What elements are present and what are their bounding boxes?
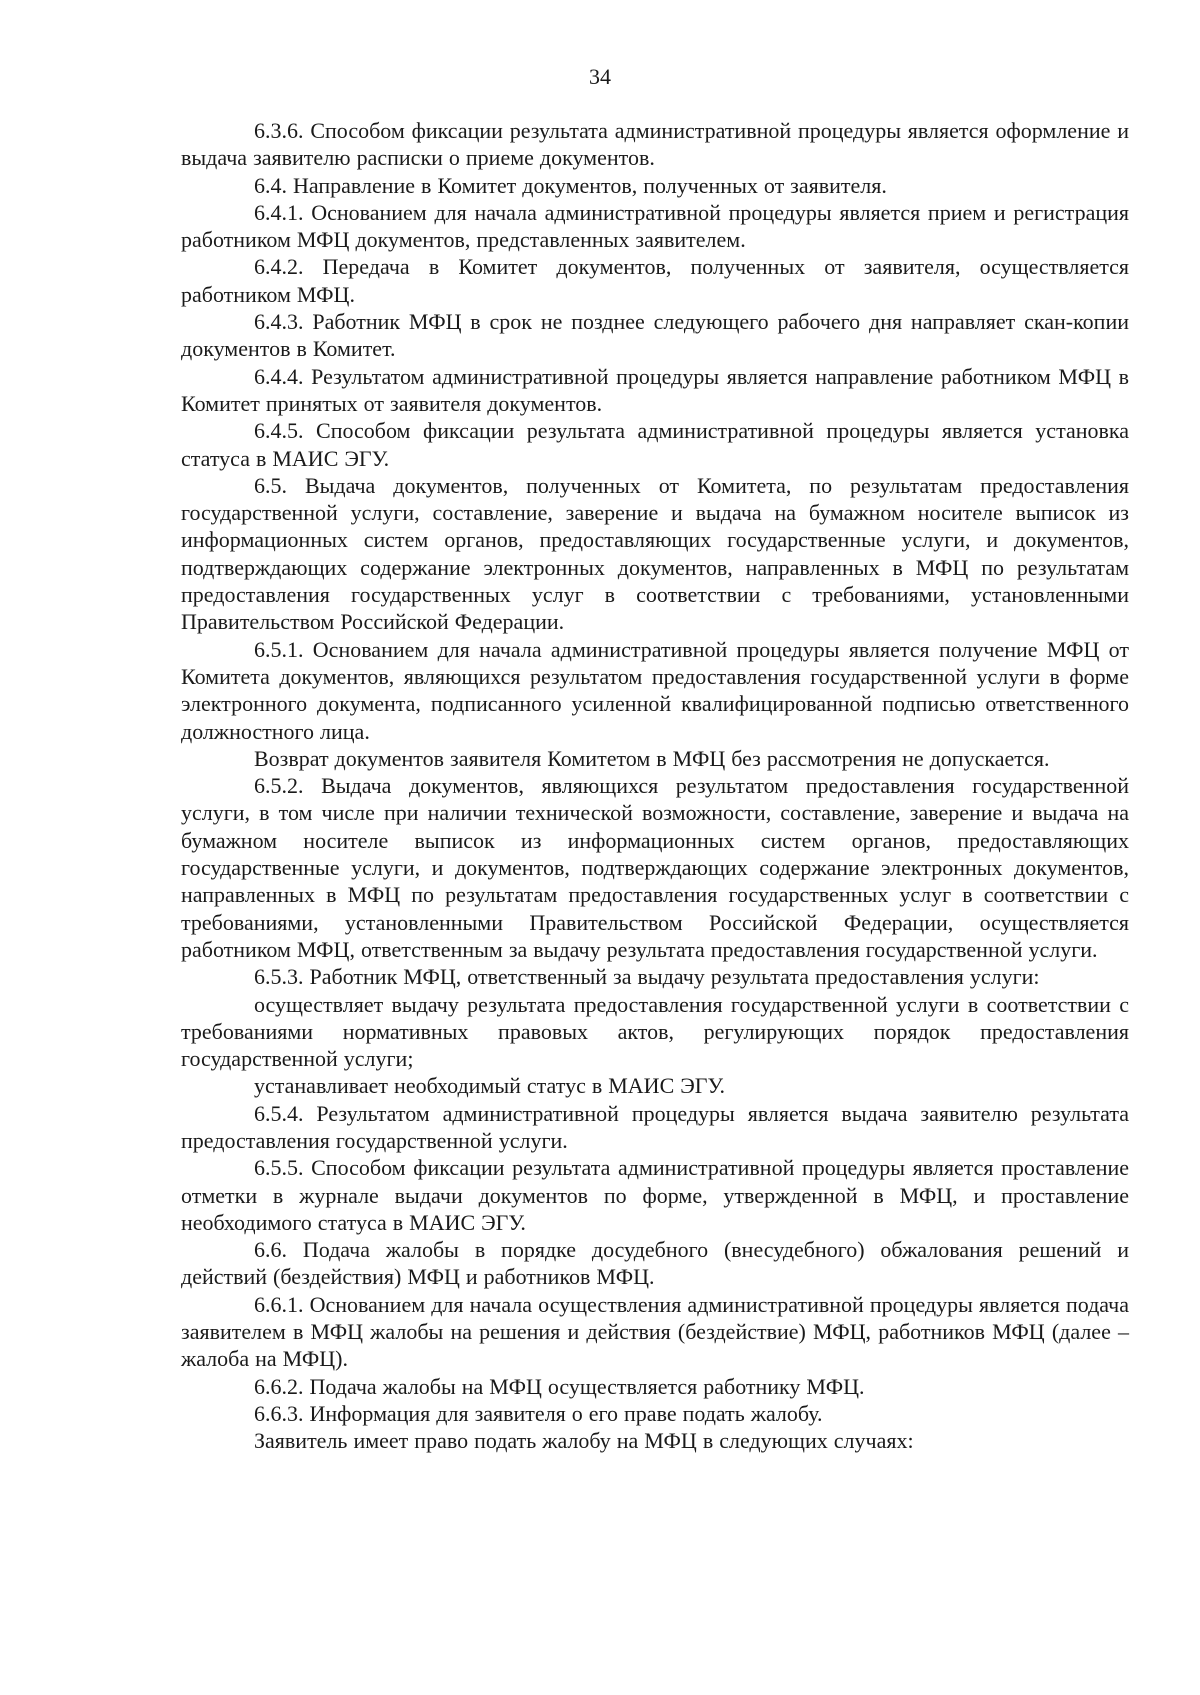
- paragraph-6-6-1: 6.6.1. Основанием для начала осуществления административной процедуры является подача заявителем в МФЦ жалобы на решения и действия (бездействие) МФЦ, работников МФЦ (далее – жалоба на МФЦ).: [181, 1291, 1129, 1372]
- document-body: [181, 117, 1129, 1455]
- paragraph-6-5: 6.5. Выдача документов, полученных от Комитета, по результатам предоставления государственной услуги, составление, заверение и выдача на бумажном носителе выписок из информационных систем органов, предоставляющих государственные услуги, и документов, подтверждающих содержание электронных документов, направленных в МФЦ по результатам предоставления государственных услуг в соответствии с требованиями, установленными Правительством Российской Федерации.: [181, 472, 1129, 635]
- paragraph-6-5-5: 6.5.5. Способом фиксации результата административной процедуры является проставление отметки в журнале выдачи документов по форме, утвержденной в МФЦ, и проставление необходимого статуса в МАИС ЭГУ.: [181, 1155, 1129, 1235]
- paragraph-6-4: 6.4. Направление в Комитет документов, полученных от заявителя.: [254, 172, 887, 198]
- paragraph-6-5-3: 6.5.3. Работник МФЦ, ответственный за выдачу результата предоставления услуги:: [254, 964, 1040, 990]
- paragraph-6-5-4: 6.5.4. Результатом административной процедуры является выдача заявителю результата предоставления государственной услуги.: [181, 1100, 1129, 1153]
- paragraph-6-6: 6.6. Подача жалобы в порядке досудебного (внесудебного) обжалования решений и действий (бездействия) МФЦ и работников МФЦ.: [181, 1237, 1129, 1290]
- paragraph-6-4-3: 6.4.3. Работник МФЦ в срок не позднее следующего рабочего дня направляет скан-копии документов в Комитет.: [181, 309, 1129, 362]
- page-number: 34: [589, 64, 611, 89]
- paragraph-6-4-1: 6.4.1. Основанием для начала административной процедуры является прием и регистрация работником МФЦ документов, представленных заявителем.: [181, 199, 1129, 253]
- paragraph-6-3-6: 6.3.6. Способом фиксации результата административной процедуры является оформление и выдача заявителю расписки о приеме документов.: [181, 118, 1129, 171]
- paragraph-6-5-1: 6.5.1. Основанием для начала административной процедуры является получение МФЦ от Комитета документов, являющихся результатом предоставления государственной услуги в форме электронного документа, подписанного усиленной квалифицированной подписью ответственного должностного лица.: [181, 636, 1129, 744]
- paragraph-6-6-3: 6.6.3. Информация для заявителя о его праве подать жалобу.: [254, 1400, 823, 1426]
- paragraph-6-4-4: 6.4.4. Результатом административной процедуры является направление работником МФЦ в Комитет принятых от заявителя документов.: [181, 363, 1129, 416]
- paragraph-6-4-5: 6.4.5. Способом фиксации результата административной процедуры является установка статуса в МАИС ЭГУ.: [181, 418, 1129, 471]
- paragraph-complaint-cases: Заявитель имеет право подать жалобу на МФЦ в следующих случаях:: [254, 1428, 914, 1454]
- paragraph-6-5-3-item-1: осуществляет выдачу результата предоставления государственной услуги в соответствии с требованиями нормативных правовых актов, регулирующих порядок предоставления государственной услуги;: [181, 991, 1129, 1072]
- paragraph-6-5-2: 6.5.2. Выдача документов, являющихся результатом предоставления государственной услуги, в том числе при наличии технической возможности, составление, заверение и выдача на бумажном носителе выписок из информационных систем органов, предоставляющих государственные услуги, и документов, подтверждающих содержание электронных документов, направленных в МФЦ по результатам предоставления государственных услуг в соответствии с требованиями, установленными Правительством Российской Федерации, осуществляется работником МФЦ, ответственным за выдачу результата предоставления государственной услуги.: [181, 773, 1129, 962]
- paragraph-6-5-3-item-2: устанавливает необходимый статус в МАИС ЭГУ.: [254, 1073, 725, 1099]
- paragraph-6-4-2: 6.4.2. Передача в Комитет документов, полученных от заявителя, осуществляется работником МФЦ.: [181, 254, 1129, 307]
- paragraph-6-6-2: 6.6.2. Подача жалобы на МФЦ осуществляется работнику МФЦ.: [254, 1373, 865, 1399]
- paragraph-return-note: Возврат документов заявителя Комитетом в МФЦ без рассмотрения не допускается.: [254, 745, 1050, 771]
